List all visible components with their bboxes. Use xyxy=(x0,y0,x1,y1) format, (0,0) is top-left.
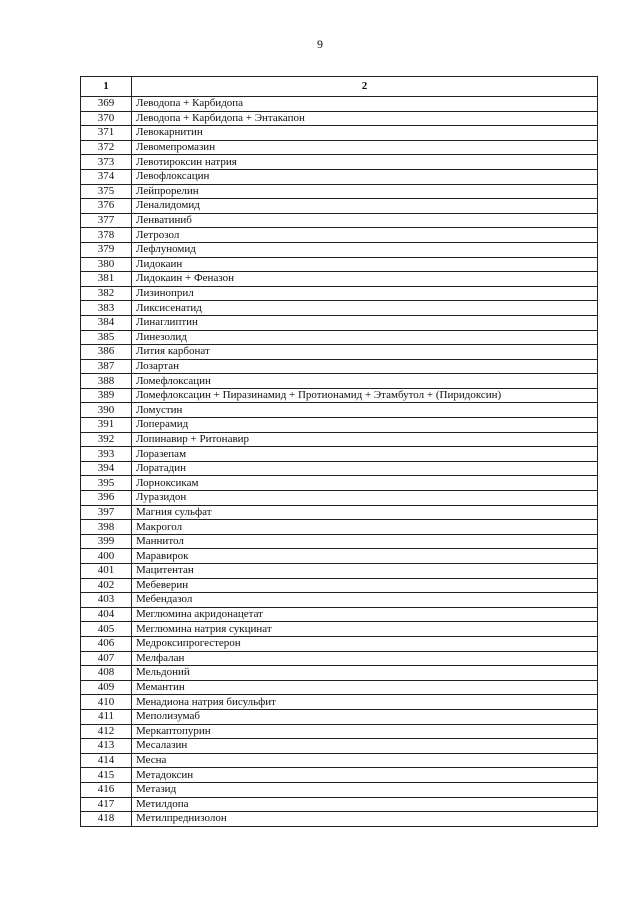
table-row xyxy=(81,447,598,462)
table-row xyxy=(81,476,598,491)
row-number: 406 xyxy=(81,636,132,651)
table-row xyxy=(81,184,598,199)
row-number: 404 xyxy=(81,607,132,622)
table-row xyxy=(81,315,598,330)
drug-name: Лорноксикам xyxy=(132,476,598,491)
table-row xyxy=(81,330,598,345)
header-name: 2 xyxy=(132,77,598,97)
drug-name: Мелфалан xyxy=(132,651,598,666)
row-number: 411 xyxy=(81,709,132,724)
row-number: 417 xyxy=(81,797,132,812)
row-number: 394 xyxy=(81,461,132,476)
drug-name: Мацитентан xyxy=(132,564,598,579)
drug-name: Ломефлоксацин xyxy=(132,374,598,389)
row-number: 416 xyxy=(81,782,132,797)
drug-name: Мемантин xyxy=(132,680,598,695)
drug-name: Леводопа + Карбидопа + Энтакапон xyxy=(132,111,598,126)
table-header xyxy=(81,77,598,97)
table-row xyxy=(81,461,598,476)
row-number: 378 xyxy=(81,228,132,243)
table-row xyxy=(81,403,598,418)
drug-name: Левотироксин натрия xyxy=(132,155,598,170)
drug-name: Летрозол xyxy=(132,228,598,243)
row-number: 396 xyxy=(81,491,132,506)
drug-name: Меглюмина натрия сукцинат xyxy=(132,622,598,637)
table-row xyxy=(81,520,598,535)
drug-name: Лоперамид xyxy=(132,418,598,433)
drug-name: Мельдоний xyxy=(132,666,598,681)
row-number: 389 xyxy=(81,388,132,403)
row-number: 412 xyxy=(81,724,132,739)
row-number: 387 xyxy=(81,359,132,374)
table-row xyxy=(81,753,598,768)
row-number: 402 xyxy=(81,578,132,593)
table-row xyxy=(81,418,598,433)
drug-name: Магния сульфат xyxy=(132,505,598,520)
drug-name: Лейпрорелин xyxy=(132,184,598,199)
table-row xyxy=(81,286,598,301)
row-number: 398 xyxy=(81,520,132,535)
table-row xyxy=(81,491,598,506)
table-row xyxy=(81,228,598,243)
row-number: 405 xyxy=(81,622,132,637)
table-row xyxy=(81,199,598,214)
table-row xyxy=(81,739,598,754)
row-number: 380 xyxy=(81,257,132,272)
row-number: 399 xyxy=(81,534,132,549)
drug-name: Маннитол xyxy=(132,534,598,549)
row-number: 408 xyxy=(81,666,132,681)
table-row xyxy=(81,432,598,447)
table-row xyxy=(81,111,598,126)
header-row xyxy=(81,77,598,97)
drug-name: Мебендазол xyxy=(132,593,598,608)
drug-name: Метазид xyxy=(132,782,598,797)
table-row xyxy=(81,242,598,257)
drug-table xyxy=(80,76,598,827)
drug-name: Леналидомид xyxy=(132,199,598,214)
drug-name: Метилпреднизолон xyxy=(132,812,598,827)
table-row xyxy=(81,272,598,287)
row-number: 409 xyxy=(81,680,132,695)
row-number: 383 xyxy=(81,301,132,316)
row-number: 370 xyxy=(81,111,132,126)
table-row xyxy=(81,578,598,593)
row-number: 371 xyxy=(81,126,132,141)
drug-name: Ликсисенатид xyxy=(132,301,598,316)
row-number: 388 xyxy=(81,374,132,389)
drug-name: Месна xyxy=(132,753,598,768)
row-number: 403 xyxy=(81,593,132,608)
row-number: 414 xyxy=(81,753,132,768)
drug-name: Лопинавир + Ритонавир xyxy=(132,432,598,447)
table-row xyxy=(81,169,598,184)
row-number: 391 xyxy=(81,418,132,433)
drug-name: Месалазин xyxy=(132,739,598,754)
row-number: 390 xyxy=(81,403,132,418)
drug-name: Лефлуномид xyxy=(132,242,598,257)
table-row xyxy=(81,97,598,112)
table-row xyxy=(81,622,598,637)
row-number: 375 xyxy=(81,184,132,199)
table-row xyxy=(81,505,598,520)
drug-name: Лития карбонат xyxy=(132,345,598,360)
table-row xyxy=(81,140,598,155)
drug-name: Линезолид xyxy=(132,330,598,345)
table-row xyxy=(81,359,598,374)
row-number: 373 xyxy=(81,155,132,170)
row-number: 382 xyxy=(81,286,132,301)
row-number: 410 xyxy=(81,695,132,710)
row-number: 384 xyxy=(81,315,132,330)
header-number: 1 xyxy=(81,77,132,97)
row-number: 413 xyxy=(81,739,132,754)
table-row xyxy=(81,666,598,681)
drug-name: Ленватиниб xyxy=(132,213,598,228)
drug-name: Левокарнитин xyxy=(132,126,598,141)
row-number: 372 xyxy=(81,140,132,155)
drug-name: Меполизумаб xyxy=(132,709,598,724)
row-number: 385 xyxy=(81,330,132,345)
drug-name: Метадоксин xyxy=(132,768,598,783)
table-body xyxy=(81,97,598,827)
table-row xyxy=(81,651,598,666)
row-number: 376 xyxy=(81,199,132,214)
drug-name: Левомепромазин xyxy=(132,140,598,155)
table-row xyxy=(81,126,598,141)
row-number: 374 xyxy=(81,169,132,184)
row-number: 379 xyxy=(81,242,132,257)
row-number: 369 xyxy=(81,97,132,112)
drug-name: Левофлоксацин xyxy=(132,169,598,184)
table-row xyxy=(81,636,598,651)
table-row xyxy=(81,257,598,272)
table-row xyxy=(81,564,598,579)
drug-name: Лоразепам xyxy=(132,447,598,462)
table-row xyxy=(81,345,598,360)
table-row xyxy=(81,549,598,564)
table-row xyxy=(81,812,598,827)
row-number: 418 xyxy=(81,812,132,827)
drug-name: Метилдопа xyxy=(132,797,598,812)
row-number: 377 xyxy=(81,213,132,228)
drug-name: Меглюмина акридонацетат xyxy=(132,607,598,622)
table-row xyxy=(81,680,598,695)
table-row xyxy=(81,374,598,389)
table-row xyxy=(81,593,598,608)
table-row xyxy=(81,534,598,549)
drug-name: Лозартан xyxy=(132,359,598,374)
drug-name: Лизиноприл xyxy=(132,286,598,301)
table-row xyxy=(81,724,598,739)
drug-name: Маравирок xyxy=(132,549,598,564)
drug-name: Ломустин xyxy=(132,403,598,418)
table-row xyxy=(81,695,598,710)
drug-name: Линаглиптин xyxy=(132,315,598,330)
row-number: 393 xyxy=(81,447,132,462)
table-row xyxy=(81,213,598,228)
row-number: 381 xyxy=(81,272,132,287)
drug-name: Меркаптопурин xyxy=(132,724,598,739)
table-row xyxy=(81,782,598,797)
drug-name: Мебеверин xyxy=(132,578,598,593)
table-row xyxy=(81,607,598,622)
page-number: 9 xyxy=(317,37,323,51)
drug-name: Леводопа + Карбидопа xyxy=(132,97,598,112)
table-row xyxy=(81,301,598,316)
row-number: 397 xyxy=(81,505,132,520)
table-row xyxy=(81,797,598,812)
drug-name: Лидокаин xyxy=(132,257,598,272)
row-number: 392 xyxy=(81,432,132,447)
table-row xyxy=(81,388,598,403)
drug-name: Макрогол xyxy=(132,520,598,535)
drug-name: Менадиона натрия бисульфит xyxy=(132,695,598,710)
table-row xyxy=(81,768,598,783)
table-row xyxy=(81,155,598,170)
drug-name: Лидокаин + Феназон xyxy=(132,272,598,287)
row-number: 415 xyxy=(81,768,132,783)
row-number: 407 xyxy=(81,651,132,666)
table-row xyxy=(81,709,598,724)
row-number: 386 xyxy=(81,345,132,360)
drug-name: Медроксипрогестерон xyxy=(132,636,598,651)
row-number: 395 xyxy=(81,476,132,491)
row-number: 401 xyxy=(81,564,132,579)
row-number: 400 xyxy=(81,549,132,564)
drug-name: Лоратадин xyxy=(132,461,598,476)
drug-name: Луразидон xyxy=(132,491,598,506)
drug-name: Ломефлоксацин + Пиразинамид + Протионамид + Этамбутол + (Пиридоксин) xyxy=(132,388,598,403)
